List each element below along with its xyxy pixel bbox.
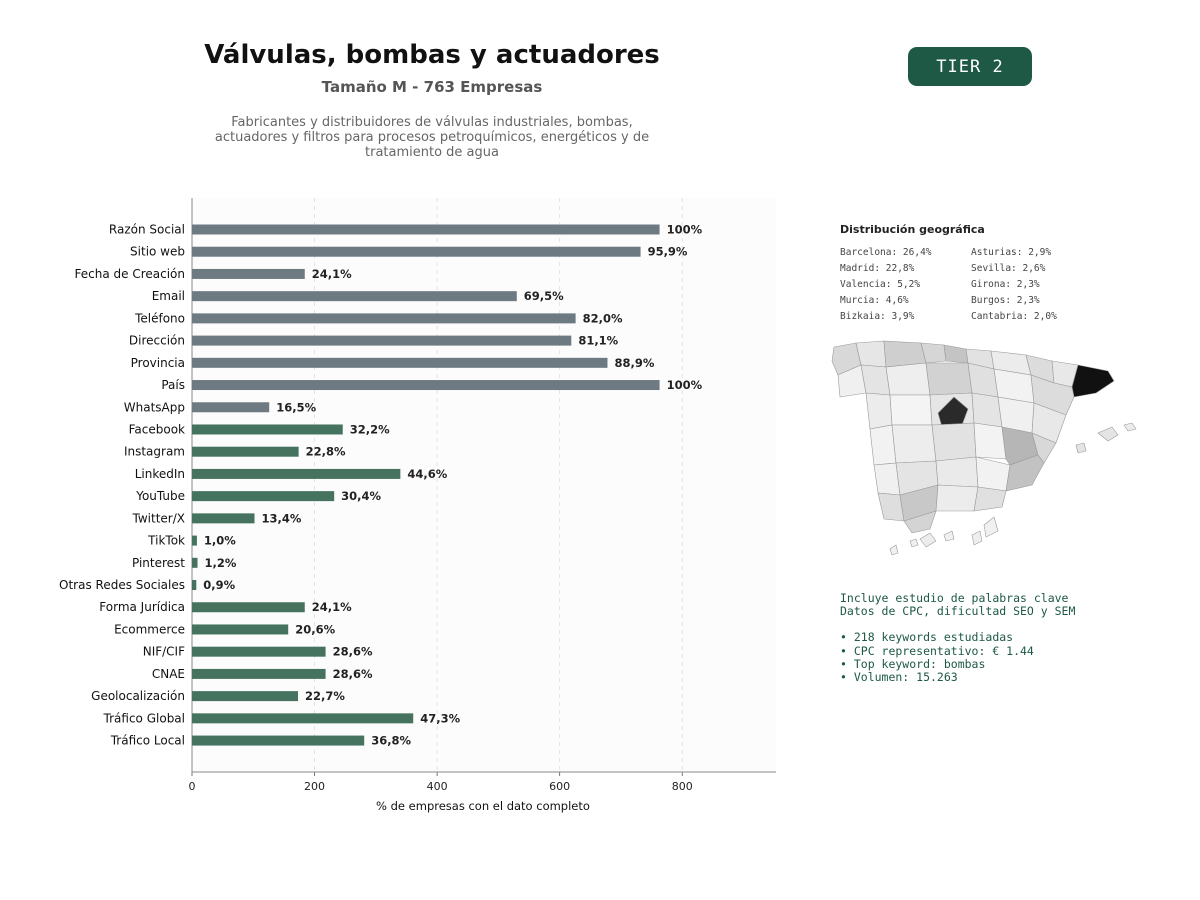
data-label: 0,9% xyxy=(203,578,236,593)
category-label: Instagram xyxy=(123,444,185,459)
data-label: 30,4% xyxy=(341,489,382,504)
keywords-box xyxy=(840,592,1075,684)
bar xyxy=(192,358,607,368)
x-tick-label: 200 xyxy=(304,780,326,793)
category-label: Sitio web xyxy=(130,244,185,259)
map-region xyxy=(972,393,1002,427)
map-region xyxy=(932,423,976,461)
category-label: Pinterest xyxy=(131,555,185,570)
map-region xyxy=(936,485,978,511)
category-label: Teléfono xyxy=(135,311,185,326)
bar xyxy=(192,247,641,257)
data-label: 95,9% xyxy=(647,244,688,259)
x-tick-label: 0 xyxy=(188,780,196,793)
map-region-barcelona xyxy=(1072,365,1114,397)
category-label: País xyxy=(161,378,185,393)
map-region-baleares xyxy=(1076,443,1086,453)
geo-item: Girona: 2,3% xyxy=(971,279,1040,290)
bar xyxy=(192,513,255,523)
data-label: 24,1% xyxy=(311,600,352,615)
category-label: Dirección xyxy=(128,333,185,348)
x-axis-label: % de empresas con el dato completo xyxy=(376,799,590,813)
bar xyxy=(192,291,517,301)
category-label: Email xyxy=(151,289,185,304)
bar xyxy=(192,313,576,323)
category-label: Tráfico Global xyxy=(103,711,185,726)
geo-item: Bizkaia: 3,9% xyxy=(840,311,915,322)
data-label: 20,6% xyxy=(295,622,336,637)
data-label: 28,6% xyxy=(332,644,373,659)
data-label: 44,6% xyxy=(407,466,448,481)
map-region xyxy=(874,463,900,495)
map-region xyxy=(861,365,890,395)
sector-description: Fabricantes y distribuidores de válvulas industriales, bombas, actuadores y filtros para procesos petroquímicos, energéticos y de tratamiento de agua xyxy=(214,115,650,160)
category-label: CNAE xyxy=(151,666,185,681)
map-region xyxy=(974,423,1006,459)
bar xyxy=(192,647,326,657)
bar xyxy=(192,447,299,457)
data-label: 32,2% xyxy=(349,422,390,437)
x-tick-label: 600 xyxy=(549,780,571,793)
category-label: YouTube xyxy=(136,489,185,504)
map-region-canarias xyxy=(910,539,918,547)
category-label: Twitter/X xyxy=(132,511,185,526)
data-label: 1,2% xyxy=(204,555,237,570)
data-label: 100% xyxy=(666,222,703,237)
map-region xyxy=(886,363,930,395)
bar xyxy=(192,602,305,612)
category-label: LinkedIn xyxy=(134,466,185,481)
map-region xyxy=(926,363,972,395)
geo-distribution-title: Distribución geográfica xyxy=(840,223,985,236)
geo-item: Sevilla: 2,6% xyxy=(971,263,1046,274)
data-label: 13,4% xyxy=(261,511,302,526)
bar xyxy=(192,736,364,746)
x-tick-label: 800 xyxy=(671,780,693,793)
keywords-bullet: • CPC representativo: € 1.44 xyxy=(840,643,1034,658)
bar xyxy=(192,491,334,501)
map-region xyxy=(944,345,968,363)
category-label: Fecha de Creación xyxy=(74,266,185,281)
map-region xyxy=(936,457,978,487)
geo-item: Barcelona: 26,4% xyxy=(840,247,932,258)
bar xyxy=(192,713,413,723)
map-region xyxy=(884,341,926,367)
data-label: 22,7% xyxy=(305,689,345,704)
bar xyxy=(192,691,298,701)
data-label: 82,0% xyxy=(582,311,623,326)
map-region-canarias xyxy=(972,531,982,545)
bar xyxy=(192,336,571,346)
data-label: 47,3% xyxy=(420,711,461,726)
map-region xyxy=(890,395,932,425)
data-label: 28,6% xyxy=(332,666,373,681)
bar xyxy=(192,380,660,390)
data-label: 16,5% xyxy=(276,400,317,415)
map-region xyxy=(870,425,896,465)
geo-item: Burgos: 2,3% xyxy=(971,295,1040,306)
map-region xyxy=(856,341,886,367)
keywords-line: Datos de CPC, dificultad SEO y SEM xyxy=(840,604,1076,619)
bar xyxy=(192,402,269,412)
category-label: Razón Social xyxy=(108,222,185,237)
data-label: 69,5% xyxy=(523,289,564,304)
category-label: Forma Jurídica xyxy=(99,600,185,615)
data-label: 1,0% xyxy=(203,533,236,548)
data-label: 88,9% xyxy=(614,355,655,370)
keywords-bullet: • Volumen: 15.263 xyxy=(840,670,958,685)
geo-item: Valencia: 5,2% xyxy=(840,279,921,290)
map-region xyxy=(866,393,892,429)
bar xyxy=(192,580,196,590)
category-label: NIF/CIF xyxy=(142,644,185,659)
category-label: Geolocalización xyxy=(91,689,185,704)
x-tick-label: 400 xyxy=(426,780,448,793)
map-region-baleares xyxy=(1124,423,1136,431)
bar xyxy=(192,469,400,479)
map-region-canarias xyxy=(984,517,998,537)
data-label: 22,8% xyxy=(305,444,346,459)
bar xyxy=(192,536,197,546)
keywords-line: Incluye estudio de palabras clave xyxy=(840,591,1069,605)
geo-item: Cantabria: 2,0% xyxy=(971,311,1057,322)
category-label: Otras Redes Sociales xyxy=(59,578,185,593)
category-label: Provincia xyxy=(130,355,185,370)
tier-badge: TIER 2 xyxy=(908,47,1032,86)
plot-area xyxy=(192,198,776,772)
bar xyxy=(192,669,326,679)
geo-item: Asturias: 2,9% xyxy=(971,247,1052,258)
category-label: Ecommerce xyxy=(114,622,185,637)
data-label: 36,8% xyxy=(371,733,412,748)
page-subtitle: Tamaño M - 763 Empresas xyxy=(321,78,543,96)
category-label: Facebook xyxy=(128,422,185,437)
map-region xyxy=(892,425,936,463)
map-region-canarias xyxy=(944,531,954,541)
map-region xyxy=(974,487,1006,511)
keywords-bullet: • Top keyword: bombas xyxy=(840,656,986,671)
bar xyxy=(192,624,288,634)
bar xyxy=(192,225,660,235)
geo-item: Madrid: 22,8% xyxy=(840,263,915,274)
spain-map xyxy=(826,335,1146,560)
map-region-canarias xyxy=(890,545,898,555)
keywords-bullet: • 218 keywords estudiadas xyxy=(840,630,1014,645)
map-region-canarias xyxy=(920,533,936,547)
page-title: Válvulas, bombas y actuadores xyxy=(204,40,660,70)
map-region-baleares xyxy=(1098,427,1118,441)
geo-distribution-list xyxy=(840,246,1110,323)
data-label: 24,1% xyxy=(311,266,352,281)
bar xyxy=(192,269,305,279)
category-label: TikTok xyxy=(148,533,185,548)
bar xyxy=(192,558,198,568)
category-label: WhatsApp xyxy=(123,400,185,415)
data-label: 81,1% xyxy=(578,333,619,348)
category-label: Tráfico Local xyxy=(110,733,185,748)
data-label: 100% xyxy=(666,378,703,393)
geo-item: Murcia: 4,6% xyxy=(840,295,909,306)
map-region xyxy=(976,457,1010,491)
bar xyxy=(192,424,343,434)
